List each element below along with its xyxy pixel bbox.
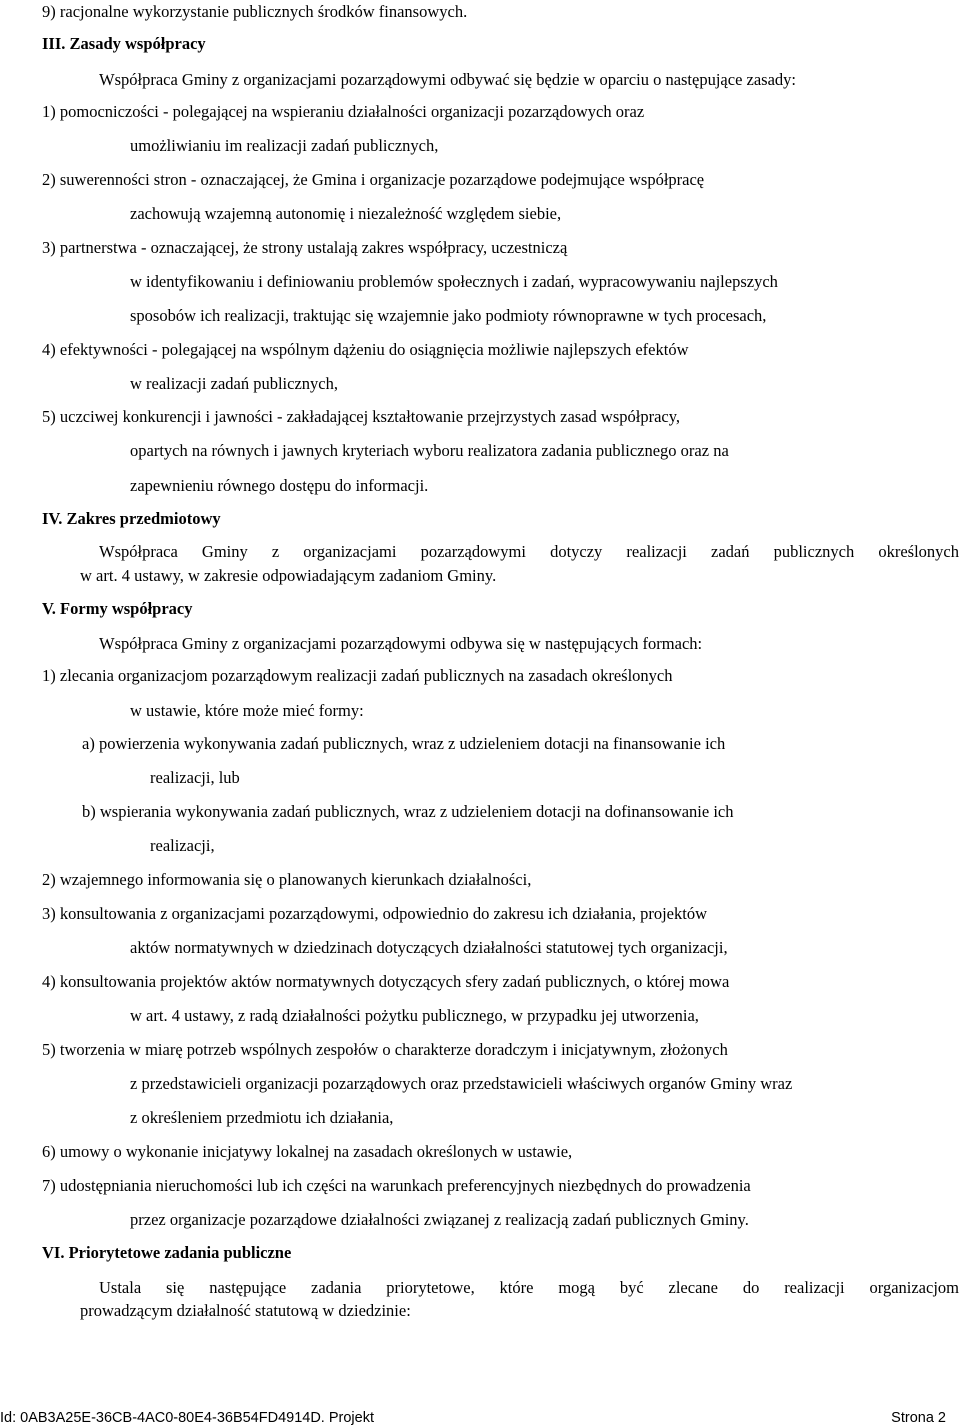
form-1-line1: 1) zlecania organizacjom pozarządowym realizacji zadań publicznych na zasadach określonych <box>42 666 673 685</box>
form-5-line2: z przedstawicieli organizacji pozarządowych oraz przedstawicieli właściwych organów Gminy wraz <box>130 1074 793 1093</box>
principle-4-line1: 4) efektywności - polegającej na wspólnym dążeniu do osiągnięcia możliwie najlepszych efektów <box>42 340 689 359</box>
principle-3-line2: w identyfikowaniu i definiowaniu problemów społecznych i zadań, wypracowywaniu najlepszych <box>130 272 778 291</box>
form-1b-line2: realizacji, <box>150 836 215 855</box>
section4-title: Zakres przedmiotowy <box>66 509 221 528</box>
principle-5-line2: opartych na równych i jawnych kryteriach wyboru realizatora zadania publicznego oraz na <box>130 441 729 460</box>
section5-title: Formy współpracy <box>60 599 193 618</box>
section5-intro: Współpraca Gminy z organizacjami pozarządowymi odbywa się w następujących formach: <box>99 634 703 653</box>
section5-number: V. <box>42 599 56 618</box>
form-6: 6) umowy o wykonanie inicjatywy lokalnej na zasadach określonych w ustawie, <box>42 1142 573 1161</box>
form-4-line2: w art. 4 ustawy, z radą działalności pożytku publicznego, w przypadku jej utworzenia, <box>130 1006 699 1025</box>
form-5-line1: 5) tworzenia w miarę potrzeb wspólnych zespołów o charakterze doradczym i inicjatywnym, złożonych <box>42 1040 728 1059</box>
principle-5-line3: zapewnieniu równego dostępu do informacji. <box>130 476 429 495</box>
section6-title: Priorytetowe zadania publiczne <box>68 1243 292 1262</box>
section6-text-line2: prowadzącym działalność statutową w dziedzinie: <box>80 1301 411 1320</box>
form-1b-line1: b) wspierania wykonywania zadań publicznych, wraz z udzieleniem dotacji na dofinansowanie ich <box>82 802 734 821</box>
form-1a-line1: a) powierzenia wykonywania zadań publicznych, wraz z udzieleniem dotacji na finansowanie ich <box>82 734 726 753</box>
principle-2-line1: 2) suwerenności stron - oznaczającej, że Gmina i organizacje pozarządowe podejmujące współpracę <box>42 170 705 189</box>
section3-title: Zasady współpracy <box>69 34 206 53</box>
form-1a-line2: realizacji, lub <box>150 768 240 787</box>
form-5-line3: z określeniem przedmiotu ich działania, <box>130 1108 394 1127</box>
section6-number: VI. <box>42 1243 65 1262</box>
section4-number: IV. <box>42 509 63 528</box>
footer-page-number: Strona 2 <box>891 1410 946 1426</box>
form-4-line1: 4) konsultowania projektów aktów normatywnych dotyczących sfery zadań publicznych, o której mowa <box>42 972 730 991</box>
section4-text-line2: w art. 4 ustawy, w zakresie odpowiadającym zadaniom Gminy. <box>80 566 497 585</box>
principle-5-line1: 5) uczciwej konkurencji i jawności - zakładającej kształtowanie przejrzystych zasad współpracy, <box>42 407 681 426</box>
section3-heading <box>42 34 206 54</box>
section3-number: III. <box>42 34 66 53</box>
principle-3-line1: 3) partnerstwa - oznaczającej, że strony ustalają zakres współpracy, uczestniczą <box>42 238 568 257</box>
form-7-line2: przez organizacje pozarządowe działalności związanej z realizacją zadań publicznych Gminy. <box>130 1210 749 1229</box>
principle-3-line3: sposobów ich realizacji, traktując się wzajemnie jako podmioty równoprawne w tych procesach, <box>130 306 767 325</box>
principle-4-line2: w realizacji zadań publicznych, <box>130 374 338 393</box>
form-3-line1: 3) konsultowania z organizacjami pozarządowymi, odpowiednio do zakresu ich działania, projektów <box>42 904 707 923</box>
section4-text-line1: Współpraca Gminy z organizacjami pozarządowymi dotyczy realizacji zadań publicznych określonych <box>99 542 959 561</box>
form-1-line2: w ustawie, które może mieć formy: <box>130 701 364 720</box>
section6-heading <box>42 1243 291 1263</box>
footer-document-id: Id: 0AB3A25E-36CB-4AC0-80E4-36B54FD4914D. Projekt <box>0 1410 374 1426</box>
section4-heading <box>42 509 221 529</box>
principle-1-line1: 1) pomocniczości - polegającej na wspieraniu działalności organizacji pozarządowych oraz <box>42 102 645 121</box>
form-2: 2) wzajemnego informowania się o planowanych kierunkach działalności, <box>42 870 532 889</box>
form-3-line2: aktów normatywnych w dziedzinach dotyczących działalności statutowej tych organizacji, <box>130 938 728 957</box>
principle-1-line2: umożliwianiu im realizacji zadań publicznych, <box>130 136 439 155</box>
form-7-line1: 7) udostępniania nieruchomości lub ich części na warunkach preferencyjnych niezbędnych do prowadzenia <box>42 1176 751 1195</box>
section6-text-line1: Ustala się następujące zadania priorytetowe, które mogą być zlecane do realizacji organizacjom <box>99 1278 959 1297</box>
section5-heading <box>42 599 193 619</box>
section2-last-item: 9) racjonalne wykorzystanie publicznych środków finansowych. <box>42 2 468 21</box>
principle-2-line2: zachowują wzajemną autonomię i niezależność względem siebie, <box>130 204 562 223</box>
section3-intro: Współpraca Gminy z organizacjami pozarządowymi odbywać się będzie w oparciu o następujące zasady: <box>99 70 796 89</box>
